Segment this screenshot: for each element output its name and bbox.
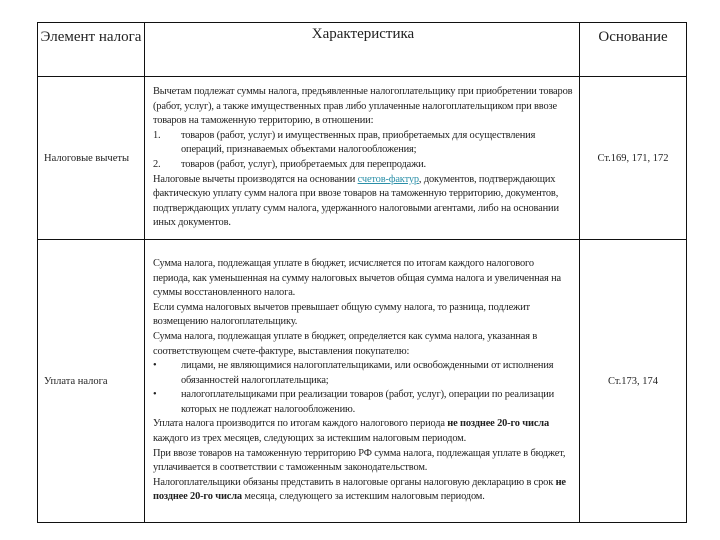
text: Налогоплательщики обязаны представить в налоговые органы налоговую декларацию в срок bbox=[153, 476, 556, 488]
header-basis: Основание bbox=[580, 23, 687, 77]
paragraph: При ввозе товаров на таможенную территорию РФ сумма налога, подлежащая уплате в бюджет, уплачивается в соответствии с таможенным законодательством. bbox=[153, 447, 566, 474]
header-row bbox=[38, 23, 687, 77]
invoice-link[interactable]: счетов-фактур bbox=[357, 173, 419, 185]
paragraph: Если сумма налоговых вычетов превышает общую сумму налога, то разница, подлежит возмещению налогоплательщику. bbox=[153, 301, 530, 328]
text: Налоговые вычеты производятся на основании bbox=[153, 173, 358, 185]
basis-cell: Ст.169, 171, 172 bbox=[580, 77, 687, 240]
list-text: товаров (работ, услуг), приобретаемых для перепродажи. bbox=[181, 159, 427, 170]
list-item bbox=[153, 129, 573, 158]
list-text: лицами, не являющимися налогоплательщиками, или освобожденными от исполнения обязанностей налогоплательщика; bbox=[181, 360, 554, 386]
list-text: товаров (работ, услуг) и имущественных прав, приобретаемых для осуществления операций, признаваемых объектами налогообложения; bbox=[181, 129, 536, 156]
list-item bbox=[153, 388, 573, 417]
text: месяца, следующего за истекшим налоговым периодом. bbox=[241, 491, 485, 503]
list-marker: 1. bbox=[153, 129, 161, 141]
text: , документов, подтверждающих фактическую уплату сумм налога при ввозе товаров на таможенную территорию, документов, подтверждающих уплату сумм налога, удержанного налоговыми агентами, либо на основании иных документов. bbox=[153, 173, 559, 229]
paragraph: Сумма налога, подлежащая уплате в бюджет, определяется как сумма налога, указанная в соответствующем счете-фактуре, выставления покупателю: bbox=[153, 330, 538, 357]
bullet-icon: • bbox=[153, 389, 157, 401]
characteristic-cell bbox=[145, 77, 580, 240]
bold-text: не позднее 20-го числа bbox=[153, 476, 566, 503]
header-element: Элемент налога bbox=[38, 23, 145, 77]
element-cell: Налоговые вычеты bbox=[38, 77, 145, 240]
paragraph bbox=[153, 476, 573, 505]
bold-text: не позднее 20-го числа bbox=[447, 418, 550, 430]
header-characteristic: Характеристика bbox=[145, 23, 580, 77]
tax-table bbox=[37, 22, 687, 523]
list-item bbox=[153, 158, 573, 173]
paragraph bbox=[153, 173, 573, 231]
list-item bbox=[153, 359, 573, 388]
table-row bbox=[38, 77, 687, 240]
bullet-icon: • bbox=[153, 360, 157, 372]
element-cell: Уплата налога bbox=[38, 240, 145, 523]
list-text: налогоплательщиками при реализации товаров (работ, услуг), операции по реализации которых не подлежат налогообложению. bbox=[181, 389, 555, 415]
basis-cell: Ст.173, 174 bbox=[580, 240, 687, 523]
text: каждого из трех месяцев, следующих за истекшим налоговым периодом. bbox=[153, 433, 467, 445]
text: Уплата налога производится по итогам каждого налогового периода bbox=[153, 418, 448, 430]
characteristic-cell bbox=[145, 240, 580, 523]
paragraph bbox=[153, 417, 573, 446]
paragraph: Вычетам подлежат суммы налога, предъявленные налогоплательщику при приобретении товаров (работ, услуг), а также имущественных прав либо уплаченные налогоплательщиком при ввозе товаров на таможенную территорию, в отношении: bbox=[153, 86, 573, 127]
list-marker: 2. bbox=[153, 159, 161, 170]
table-row bbox=[38, 240, 687, 523]
paragraph: Сумма налога, подлежащая уплате в бюджет, исчисляется по итогам каждого налогового периода, как уменьшенная на сумму налоговых вычетов общая сумма налога и увеличенная на суммы восстановленного налога. bbox=[153, 257, 561, 299]
